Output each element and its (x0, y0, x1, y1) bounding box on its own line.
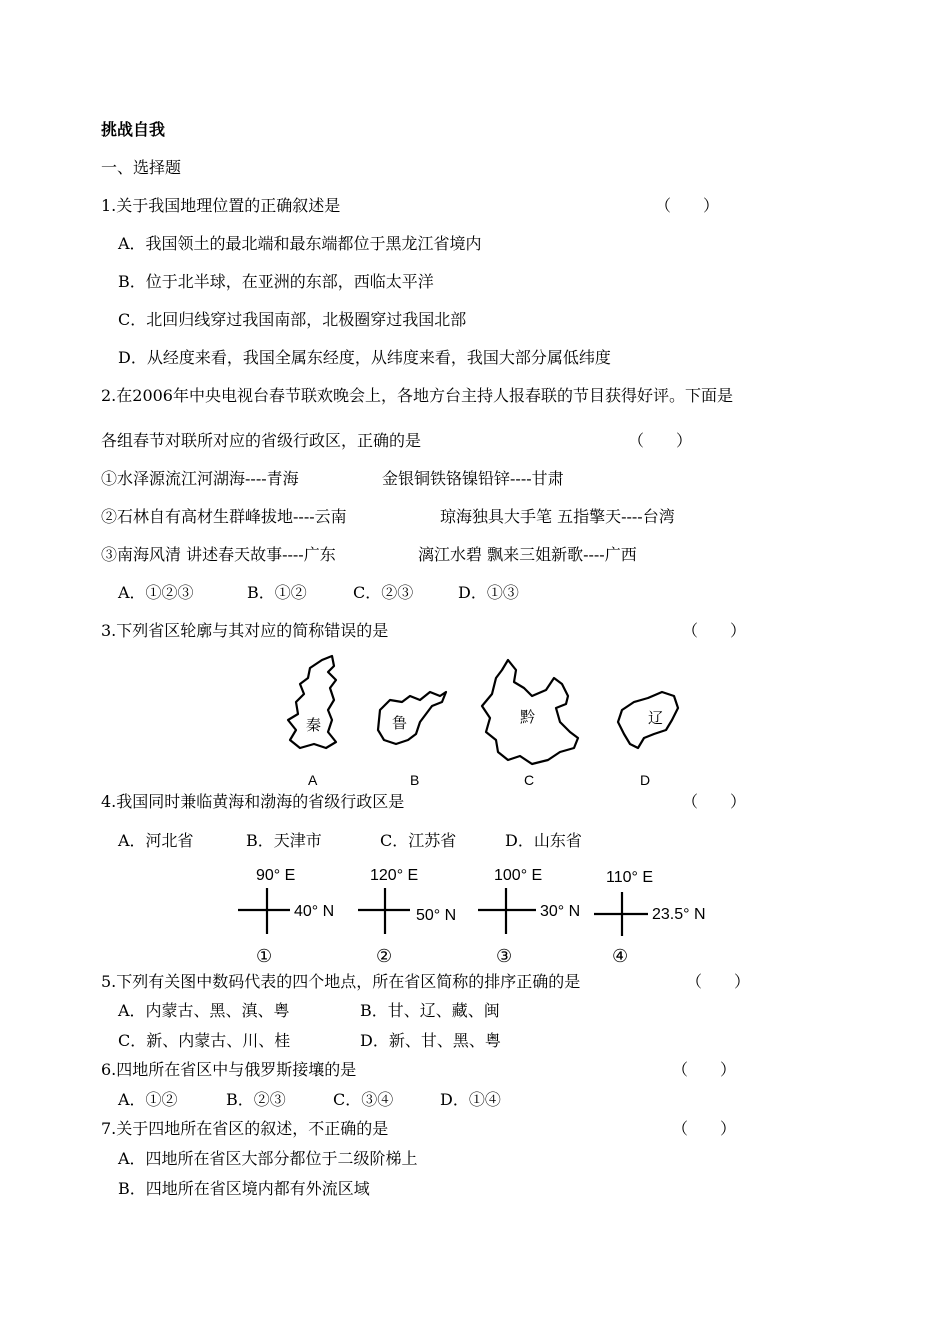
coordinates-figure (230, 858, 720, 970)
province-name-a: 秦 (306, 717, 322, 734)
q6-option-c: C．③④ (333, 1090, 394, 1109)
q2-option-c: C．②③ (353, 583, 414, 602)
q1-option-b: B．位于北半球，在亚洲的东部，西临太平洋 (118, 272, 434, 291)
q4-option-b: B．天津市 (246, 831, 322, 850)
province-letter-a: A (308, 772, 318, 788)
coord-1-lon: 90° E (256, 867, 296, 884)
q6-option-a: A．①② (118, 1090, 178, 1109)
q7-stem: 7.关于四地所在省区的叙述，不正确的是 (101, 1119, 389, 1138)
q7-option-b: B．四地所在省区境内都有外流区域 (118, 1179, 370, 1198)
q2-pair3-left: ③南海风清 讲述春天故事----广东 (101, 545, 336, 564)
province-name-d: 辽 (648, 710, 664, 727)
coord-1-lat: 40° N (294, 903, 335, 920)
q2-pair2-right: 琼海独具大手笔 五指擎天----台湾 (440, 507, 675, 526)
q5-option-a: A．内蒙古、黑、滇、粤 (118, 1001, 290, 1020)
q2-pair1-right: 金银铜铁铬镍铅锌----甘肃 (382, 469, 564, 488)
q2-pair3-right: 漓江水碧 飘来三姐新歌----广西 (418, 545, 637, 564)
coord-4-lon: 110° E (606, 869, 654, 886)
coord-4-number: ④ (612, 946, 629, 966)
q4-stem: 4.我国同时兼临黄海和渤海的省级行政区是 (101, 792, 405, 811)
page-title: 挑战自我 (101, 120, 166, 139)
province-name-b: 鲁 (392, 715, 408, 732)
q4-option-a: A．河北省 (118, 831, 194, 850)
province-outline-a (288, 656, 336, 748)
q4-option-d: D．山东省 (505, 831, 582, 850)
coord-2-number: ② (376, 946, 393, 966)
province-letter-c: C (524, 772, 535, 788)
q5-stem: 5.下列有关图中数码代表的四个地点，所在省区简称的排序正确的是 (101, 972, 581, 991)
province-name-c: 黔 (520, 709, 536, 726)
q7-answer-paren: （ ） (672, 1119, 737, 1138)
coord-2-lon: 120° E (370, 867, 419, 884)
q2-option-b: B．①② (247, 583, 307, 602)
q2-pair2-left: ②石林自有高材生群峰拔地----云南 (101, 507, 347, 526)
q4-option-c: C．江苏省 (380, 831, 457, 850)
q5-answer-paren: （ ） (686, 972, 751, 991)
province-letter-d: D (640, 772, 651, 788)
province-outline-figure (270, 648, 700, 788)
province-letter-b: B (410, 772, 420, 788)
q2-option-d: D．①③ (458, 583, 519, 602)
q7-option-a: A．四地所在省区大部分都位于二级阶梯上 (118, 1149, 418, 1168)
coord-3-lat: 30° N (540, 903, 581, 920)
q2-answer-paren: （ ） (628, 431, 693, 450)
province-outline-b (378, 692, 446, 744)
q2-pair1-left: ①水泽源流江河湖海----青海 (101, 469, 299, 488)
coord-4-lat: 23.5° N (652, 906, 706, 923)
q5-option-c: C．新、内蒙古、川、桂 (118, 1031, 291, 1050)
q6-answer-paren: （ ） (672, 1060, 737, 1079)
q6-stem: 6.四地所在省区中与俄罗斯接壤的是 (101, 1060, 357, 1079)
q1-answer-paren: （ ） (655, 196, 720, 215)
q3-stem: 3.下列省区轮廓与其对应的简称错误的是 (101, 621, 389, 640)
q5-option-d: D．新、甘、黑、粤 (360, 1031, 501, 1050)
q6-option-b: B．②③ (226, 1090, 286, 1109)
q2-stem-line2: 各组春节对联所对应的省级行政区，正确的是 (101, 431, 422, 450)
coord-3-number: ③ (496, 946, 513, 966)
q3-answer-paren: （ ） (682, 621, 747, 640)
coord-2-lat: 50° N (416, 907, 457, 924)
q6-option-d: D．①④ (440, 1090, 501, 1109)
q1-stem: 1.关于我国地理位置的正确叙述是 (101, 196, 341, 215)
q5-option-b: B．甘、辽、藏、闽 (360, 1001, 500, 1020)
coord-1-number: ① (256, 946, 273, 966)
q2-stem-line1: 2.在2006年中央电视台春节联欢晚会上，各地方台主持人报春联的节目获得好评。下面是 (101, 386, 733, 405)
q1-option-c: C．北回归线穿过我国南部，北极圈穿过我国北部 (118, 310, 467, 329)
q4-answer-paren: （ ） (682, 792, 747, 811)
q1-option-d: D．从经度来看，我国全属东经度，从纬度来看，我国大部分属低纬度 (118, 348, 611, 367)
q2-option-a: A．①②③ (118, 583, 194, 602)
coord-3-lon: 100° E (494, 867, 543, 884)
q1-option-a: A．我国领土的最北端和最东端都位于黑龙江省境内 (118, 234, 482, 253)
section-heading: 一、选择题 (101, 158, 182, 177)
